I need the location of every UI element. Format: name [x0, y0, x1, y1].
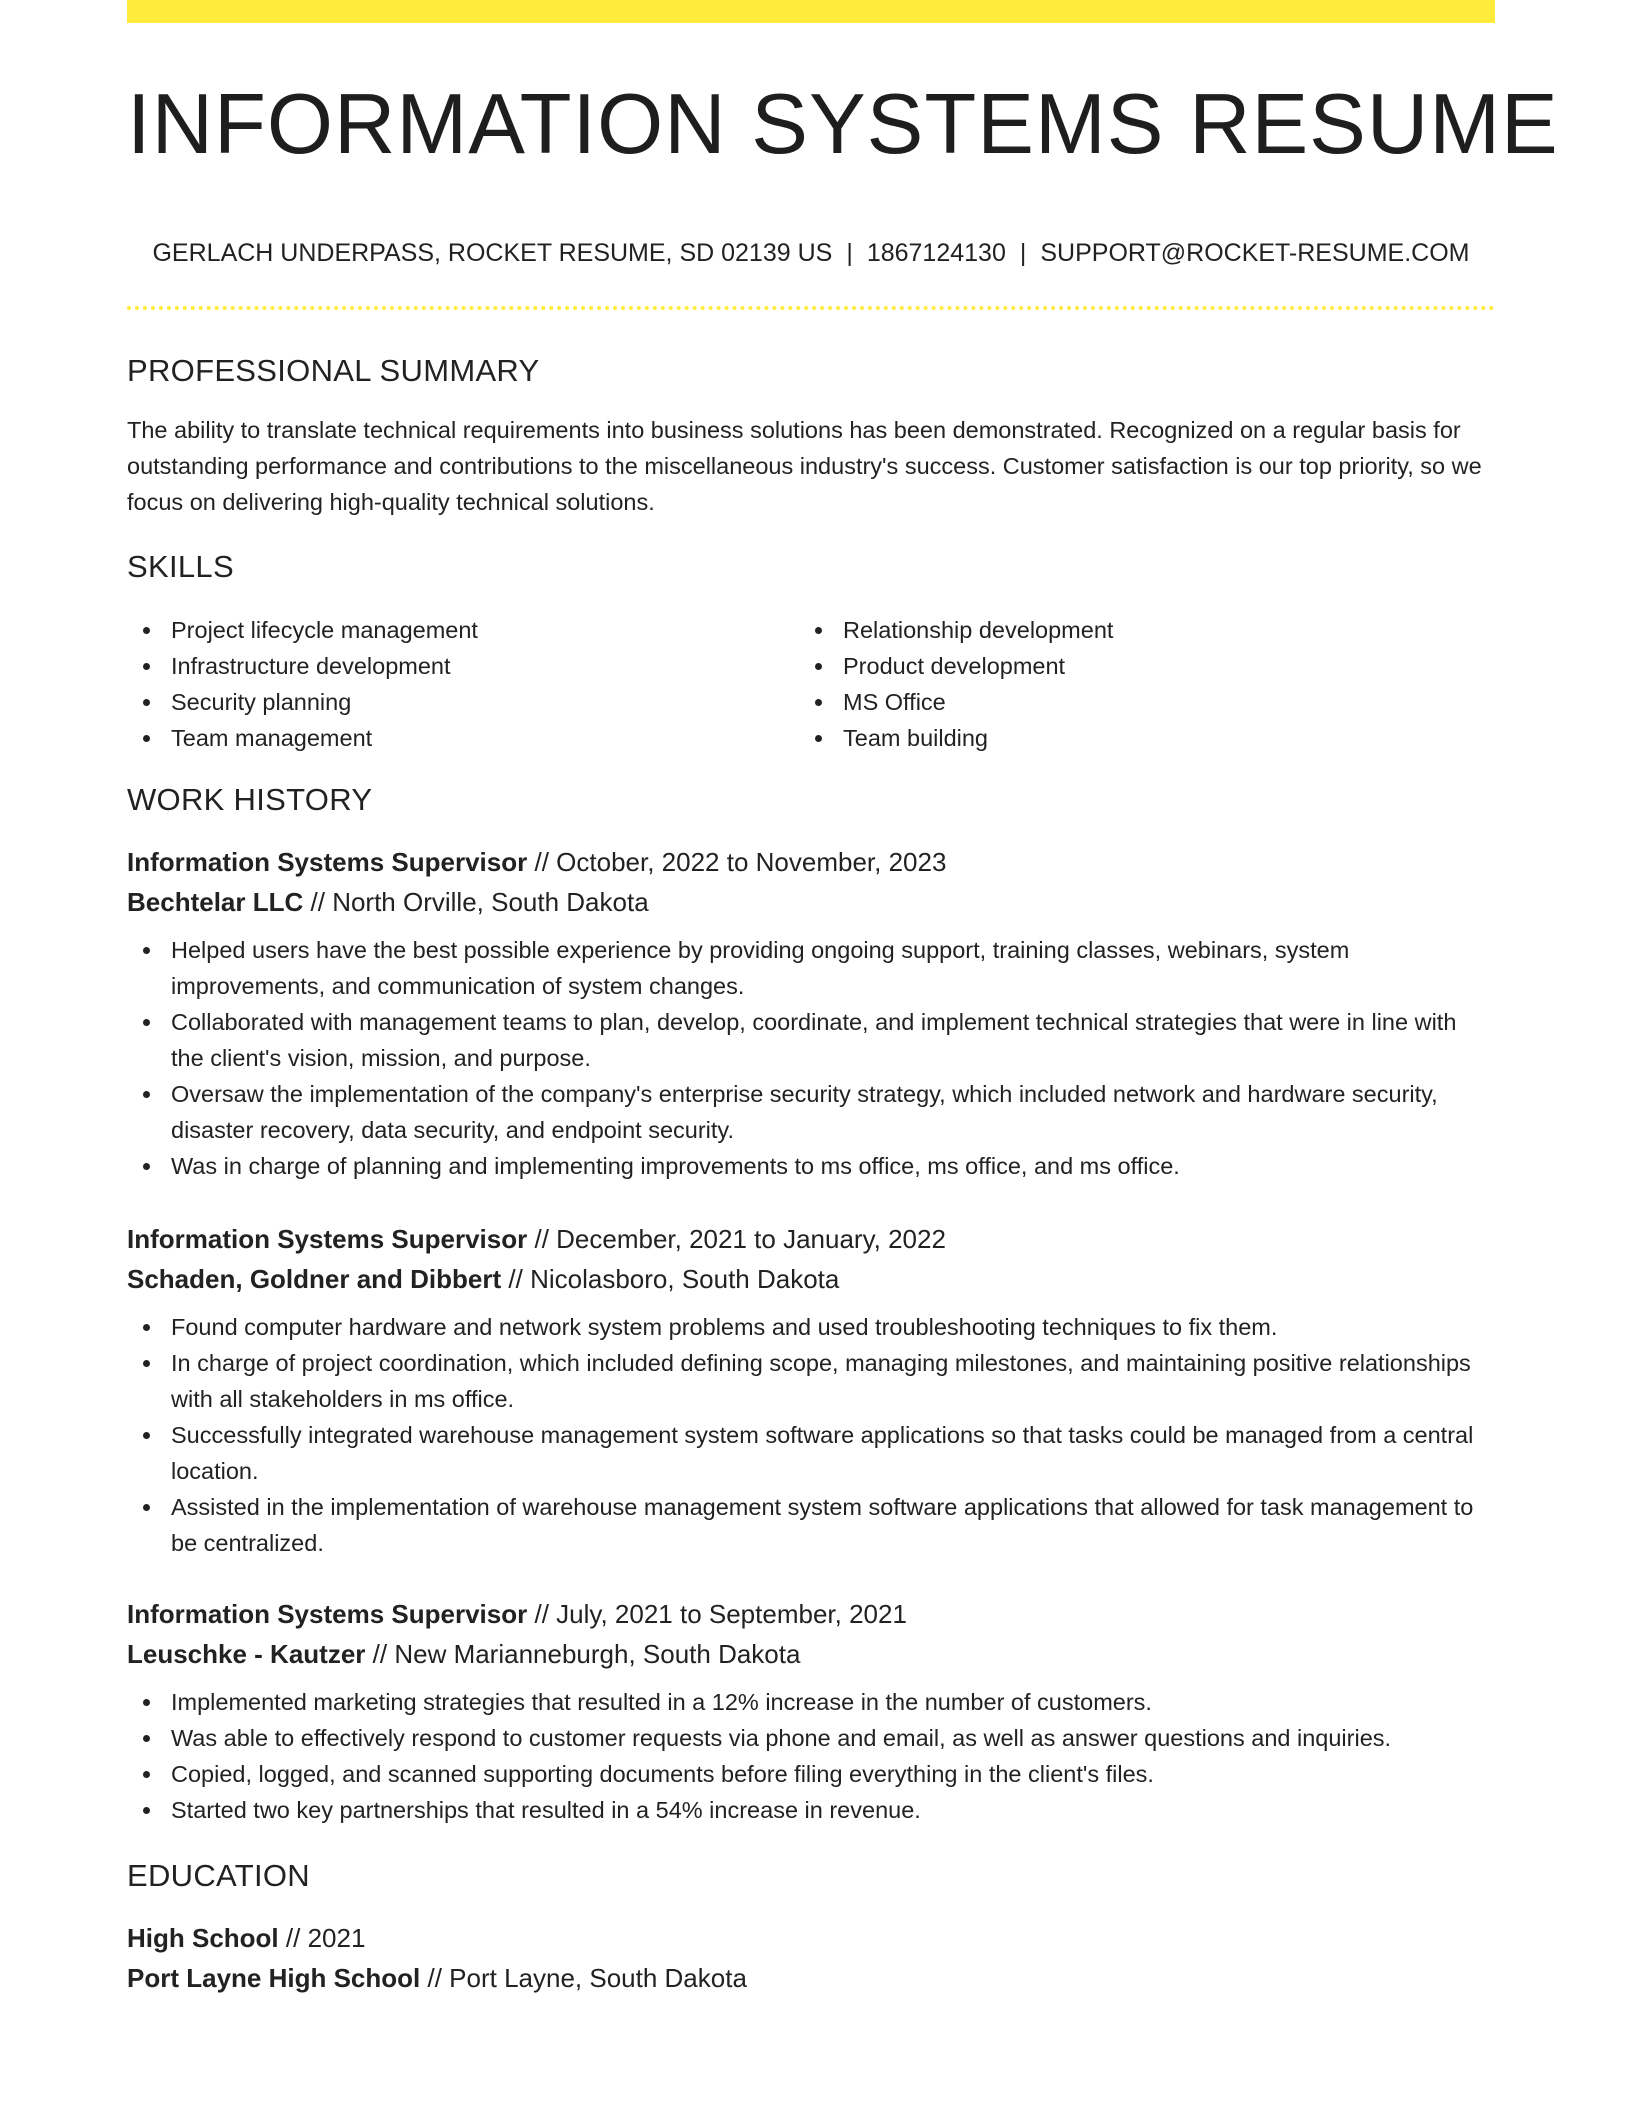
job-entry — [127, 1219, 1495, 1561]
skills-list-left — [127, 612, 478, 756]
job-dates: December, 2021 to January, 2022 — [556, 1224, 946, 1254]
contact-phone[interactable]: 1867124130 — [866, 239, 1006, 267]
separator-slashes: // — [372, 1639, 388, 1669]
job-company-line — [127, 1634, 1495, 1674]
job-bullet: Collaborated with management teams to plan, develop, coordinate, and implement technical strategies that were in line with the client's vision, mission, and purpose. — [127, 1004, 1495, 1076]
skill-item: Product development — [799, 648, 1113, 684]
skill-item: Infrastructure development — [127, 648, 478, 684]
accent-top-bar — [127, 0, 1495, 23]
education-degree-line — [127, 1918, 1495, 1958]
skills-heading: SKILLS — [127, 549, 234, 584]
job-title-line — [127, 1594, 1495, 1634]
job-bullets — [127, 1684, 1495, 1828]
education-year: 2021 — [307, 1923, 366, 1953]
skills-list-right — [799, 612, 1113, 756]
education-location: Port Layne, South Dakota — [449, 1963, 747, 1993]
skill-item: Team building — [799, 720, 1113, 756]
job-bullet: Oversaw the implementation of the company's enterprise security strategy, which included network and hardware security, disaster recovery, data security, and endpoint security. — [127, 1076, 1495, 1148]
job-location: New Marianneburgh, South Dakota — [394, 1639, 801, 1669]
separator-slashes: // — [534, 1599, 549, 1629]
separator-slashes: // — [534, 847, 549, 877]
separator-slashes: // — [285, 1923, 301, 1953]
separator-slashes: // — [310, 887, 325, 917]
skill-item: Project lifecycle management — [127, 612, 478, 648]
job-bullet: In charge of project coordination, which included defining scope, managing milestones, and maintaining positive relationships with all stakeholders in ms office. — [127, 1345, 1495, 1417]
job-bullets — [127, 932, 1495, 1184]
summary-heading: PROFESSIONAL SUMMARY — [127, 353, 540, 388]
job-company-line — [127, 1259, 1495, 1299]
contact-separator: | — [1019, 239, 1027, 267]
job-bullet: Implemented marketing strategies that resulted in a 12% increase in the number of customers. — [127, 1684, 1495, 1720]
separator-slashes: // — [427, 1963, 442, 1993]
dotted-divider — [127, 306, 1495, 310]
job-dates: October, 2022 to November, 2023 — [556, 847, 947, 877]
job-bullet: Copied, logged, and scanned supporting documents before filing everything in the client's files. — [127, 1756, 1495, 1792]
job-company: Bechtelar LLC — [127, 887, 304, 917]
resume-title: INFORMATION SYSTEMS RESUME — [127, 77, 1559, 172]
contact-email[interactable]: SUPPORT@ROCKET-RESUME.COM — [1040, 239, 1470, 267]
education-school: Port Layne High School — [127, 1963, 421, 1993]
summary-text: The ability to translate technical requirements into business solutions has been demonstrated. Recognized on a regular basis for outstanding performance and contributions to the miscellaneous industry's success. Customer satisfaction is our top priority, so we focus on delivering high-quality technical solutions. — [127, 417, 1482, 515]
job-bullets — [127, 1309, 1495, 1561]
job-bullet: Was in charge of planning and implementing improvements to ms office, ms office, and ms office. — [127, 1148, 1495, 1184]
skill-item: Team management — [127, 720, 478, 756]
job-entry — [127, 1594, 1495, 1828]
education-entry — [127, 1918, 1495, 1998]
job-bullet: Assisted in the implementation of warehouse management system software applications that allowed for task management to be centralized. — [127, 1489, 1495, 1561]
job-company: Leuschke - Kautzer — [127, 1639, 366, 1669]
job-title: Information Systems Supervisor — [127, 847, 528, 877]
skill-item: MS Office — [799, 684, 1113, 720]
separator-slashes: // — [534, 1224, 549, 1254]
job-bullet: Was able to effectively respond to customer requests via phone and email, as well as answer questions and inquiries. — [127, 1720, 1495, 1756]
job-title: Information Systems Supervisor — [127, 1224, 528, 1254]
skill-item: Security planning — [127, 684, 478, 720]
contact-address: GERLACH UNDERPASS, ROCKET RESUME, SD 02139 US — [152, 239, 833, 267]
contact-line — [127, 238, 1495, 268]
job-location: North Orville, South Dakota — [332, 887, 649, 917]
job-title-line — [127, 842, 1495, 882]
job-entry — [127, 842, 1495, 1184]
separator-slashes: // — [508, 1264, 523, 1294]
job-bullet: Found computer hardware and network system problems and used troubleshooting techniques to fix them. — [127, 1309, 1495, 1345]
job-title: Information Systems Supervisor — [127, 1599, 528, 1629]
job-bullet: Helped users have the best possible experience by providing ongoing support, training classes, webinars, system improvements, and communication of system changes. — [127, 932, 1495, 1004]
job-bullet: Started two key partnerships that resulted in a 54% increase in revenue. — [127, 1792, 1495, 1828]
skill-item: Relationship development — [799, 612, 1113, 648]
education-degree: High School — [127, 1923, 279, 1953]
job-company: Schaden, Goldner and Dibbert — [127, 1264, 502, 1294]
job-title-line — [127, 1219, 1495, 1259]
education-heading: EDUCATION — [127, 1858, 310, 1893]
job-bullet: Successfully integrated warehouse management system software applications so that tasks could be managed from a central location. — [127, 1417, 1495, 1489]
education-school-line — [127, 1958, 1495, 1998]
job-location: Nicolasboro, South Dakota — [530, 1264, 840, 1294]
contact-separator: | — [846, 239, 853, 267]
job-dates: July, 2021 to September, 2021 — [556, 1599, 907, 1629]
work-history-heading: WORK HISTORY — [127, 782, 373, 817]
job-company-line — [127, 882, 1495, 922]
